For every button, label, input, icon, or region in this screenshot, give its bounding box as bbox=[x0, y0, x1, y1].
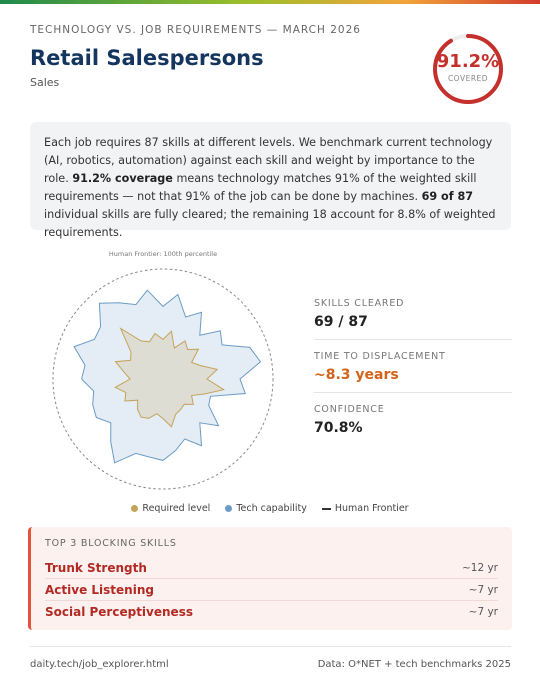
frontier-label: Human Frontier: 100th percentile bbox=[108, 250, 218, 258]
explanation-count-bold: 69 of 87 bbox=[421, 190, 474, 203]
legend-label: Tech capability bbox=[236, 503, 307, 514]
page-title: Retail Salespersons bbox=[30, 46, 264, 70]
skill-time: ~12 yr bbox=[461, 561, 498, 574]
frontier-dash-icon bbox=[322, 508, 331, 510]
explanation-text-1: Each job requires 87 skills at different levels. We benchmark current technology (AI, robotics, automation) against each skill and weight by importance to the role. bbox=[44, 136, 493, 185]
blocking-skill-row[interactable] bbox=[45, 579, 498, 601]
skill-name: Trunk Strength bbox=[45, 560, 147, 575]
footer-divider bbox=[30, 646, 511, 647]
explanation-text-3: individual skills are fully cleared; the remaining 18 account for 8.8% of weighted requirements. bbox=[44, 208, 496, 239]
legend-label: Human Frontier bbox=[334, 503, 409, 514]
skills-radar-chart bbox=[28, 245, 298, 503]
stat-confidence bbox=[314, 404, 512, 445]
radar-legend bbox=[0, 503, 540, 514]
stat-time-to-displacement bbox=[314, 351, 512, 393]
blocking-skill-row[interactable] bbox=[45, 557, 498, 579]
skill-name: Social Perceptiveness bbox=[45, 605, 193, 619]
legend-tech bbox=[225, 503, 307, 514]
required-dot-icon bbox=[131, 505, 138, 512]
stat-skills-cleared bbox=[314, 298, 512, 340]
explanation-text-2: means technology matches 91% of the weighted skill requirements — not that 91% of the job can be done by machines. bbox=[44, 172, 477, 203]
job-category: Sales bbox=[30, 76, 60, 89]
legend-frontier bbox=[322, 503, 409, 514]
stat-label: TIME TO DISPLACEMENT bbox=[314, 351, 446, 362]
page-header bbox=[30, 24, 450, 89]
blocking-skill-row[interactable] bbox=[45, 601, 498, 623]
footer-source: Data: O*NET + tech benchmarks 2025 bbox=[317, 659, 511, 670]
legend-label: Required level bbox=[142, 503, 211, 514]
page-footer bbox=[30, 659, 511, 670]
stat-value: 70.8% bbox=[314, 420, 363, 436]
legend-required bbox=[131, 503, 210, 514]
blocking-title: TOP 3 BLOCKING SKILLS bbox=[45, 538, 177, 549]
stat-value: 69 / 87 bbox=[314, 314, 368, 330]
stat-label: SKILLS CLEARED bbox=[314, 298, 405, 309]
skill-time: ~7 yr bbox=[468, 606, 498, 618]
explanation-coverage-bold: 91.2% coverage bbox=[72, 172, 173, 185]
blocking-skills-panel bbox=[28, 527, 512, 630]
gauge-label: COVERED bbox=[447, 74, 489, 83]
gradient-top-bar bbox=[0, 0, 540, 4]
footer-url-link[interactable]: daity.tech/job_explorer.html bbox=[30, 659, 169, 670]
gauge-value: 91.2% bbox=[436, 51, 500, 72]
report-kicker: TECHNOLOGY VS. JOB REQUIREMENTS — MARCH 2026 bbox=[30, 24, 361, 36]
stat-value: ~8.3 years bbox=[314, 367, 399, 383]
tech-dot-icon bbox=[225, 505, 232, 512]
skill-time: ~7 yr bbox=[468, 583, 498, 596]
stats-panel bbox=[314, 298, 512, 456]
explanation-box bbox=[30, 122, 511, 239]
stat-label: CONFIDENCE bbox=[314, 404, 385, 415]
coverage-gauge bbox=[431, 32, 505, 106]
skill-name: Active Listening bbox=[45, 582, 154, 597]
